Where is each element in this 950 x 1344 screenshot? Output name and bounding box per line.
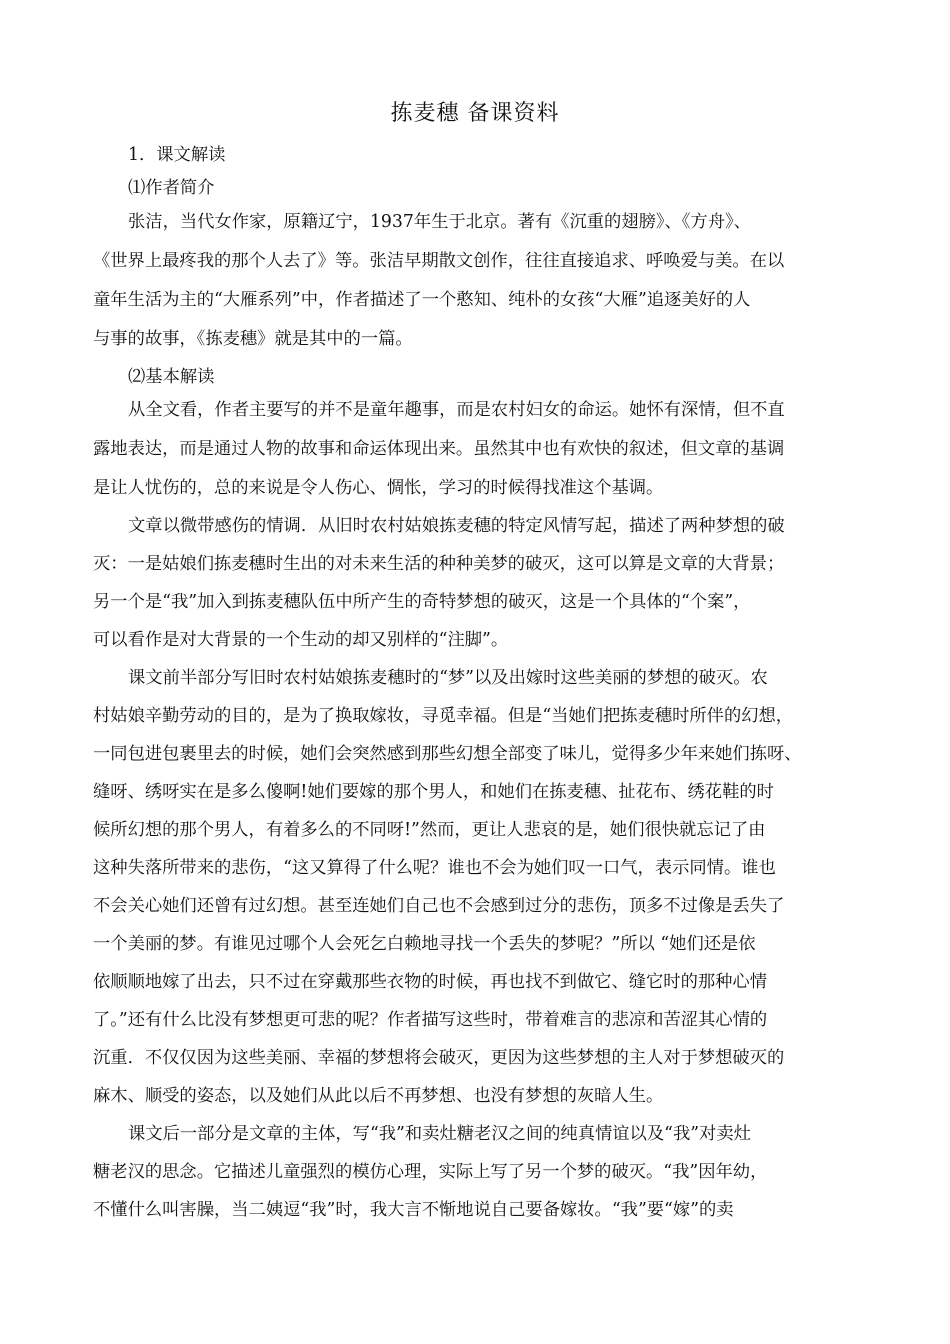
text-line: 一同包进包裹里去的时候，她们会突然感到那些幻想全部变了味儿，觉得多少年来她们拣呀、: [93, 744, 802, 764]
text-line: 不懂什么叫害臊，当二姨逗“我”时，我大言不惭地说自己要备嫁妆。“我”要“嫁”的卖: [93, 1200, 734, 1220]
text-line: 《世界上最疼我的那个人去了》等。张洁早期散文创作，往往直接追求、呼唤爱与美。在以: [93, 251, 785, 271]
document-title: 拣麦穗 备课资料: [390, 101, 560, 126]
text-line: 童年生活为主的“大雁系列”中，作者描述了一个憨知、纯朴的女孩“大雁”追逐美好的人: [93, 290, 751, 310]
text-line: 糖老汉的思念。它描述儿童强烈的模仿心理，实际上写了另一个梦的破灭。“我”因年幼，: [93, 1162, 768, 1182]
text-line: 从全文看，作者主要写的并不是童年趣事，而是农村妇女的命运。她怀有深情，但不直: [128, 400, 785, 420]
text-line: 缝呀、绣呀实在是多么傻啊!她们要嫁的那个男人，和她们在拣麦穗、扯花布、绣花鞋的时: [93, 782, 774, 802]
text-line: 沉重．不仅仅因为这些美丽、幸福的梦想将会破灭，更因为这些梦想的主人对于梦想破灭的: [93, 1048, 785, 1068]
text-line: 课文后一部分是文章的主体，写“我”和卖灶糖老汉之间的纯真情谊以及“我”对卖灶: [128, 1124, 751, 1144]
text-line: 依顺顺地嫁了出去，只不过在穿戴那些衣物的时候，再也找不到做它、缝它时的那种心情: [93, 972, 767, 992]
text-line: 是让人忧伤的，总的来说是令人伤心、惆怅，学习的时候得找准这个基调。: [93, 478, 664, 498]
text-line: 麻木、顺受的姿态，以及她们从此以后不再梦想、也没有梦想的灰暗人生。: [93, 1086, 664, 1106]
text-line: 另一个是“我”加入到拣麦穗队伍中所产生的奇特梦想的破灭，这是一个具体的“个案”，: [93, 592, 751, 612]
text-line: 村姑娘辛勤劳动的目的，是为了换取嫁妆，寻觅幸福。但是“当她们把拣麦穗时所伴的幻想，: [93, 706, 794, 726]
text-line: 可以看作是对大背景的一个生动的却又别样的“注脚”。: [93, 630, 509, 650]
text-line: 课文前半部分写旧时农村姑娘拣麦穗时的“梦”以及出嫁时这些美丽的梦想的破灭。农: [128, 668, 768, 688]
text-line: 露地表达，而是通过人物的故事和命运体现出来。虽然其中也有欢快的叙述，但文章的基调: [93, 439, 785, 459]
text-line: 文章以微带感伤的情调．从旧时农村姑娘拣麦穗的特定风情写起，描述了两种梦想的破: [128, 516, 785, 536]
text-line: 一个美丽的梦。有谁见过哪个人会死乞白赖地寻找一个丢失的梦呢？”所以 “她们还是依: [93, 934, 756, 954]
subsection-heading: ⑵基本解读: [128, 367, 215, 387]
text-line: 候所幻想的那个男人，有着多么的不同呀!”然而，更让人悲哀的是，她们很快就忘记了由: [93, 820, 766, 840]
text-line: 了。”还有什么比没有梦想更可悲的呢？作者描写这些时，带着难言的悲凉和苦涩其心情的: [93, 1010, 768, 1030]
text-line: 与事的故事，《拣麦穗》就是其中的一篇。: [93, 329, 413, 349]
text-line: 这种失落所带来的悲伤，“这又算得了什么呢？谁也不会为她们叹一口气，表示同情。谁也: [93, 858, 776, 878]
section-heading: 1．课文解读: [128, 145, 226, 165]
text-line: 张洁，当代女作家，原籍辽宁，1937年生于北京。著有《沉重的翅膀》、《方舟》、: [128, 212, 751, 232]
subsection-heading: ⑴作者简介: [128, 178, 215, 198]
text-line: 不会关心她们还曾有过幻想。甚至连她们自己也不会感到过分的悲伤，顶多不过像是丢失了: [93, 896, 785, 916]
text-line: 灭：一是姑娘们拣麦穗时生出的对未来生活的种种美梦的破灭，这可以算是文章的大背景；: [93, 554, 785, 574]
